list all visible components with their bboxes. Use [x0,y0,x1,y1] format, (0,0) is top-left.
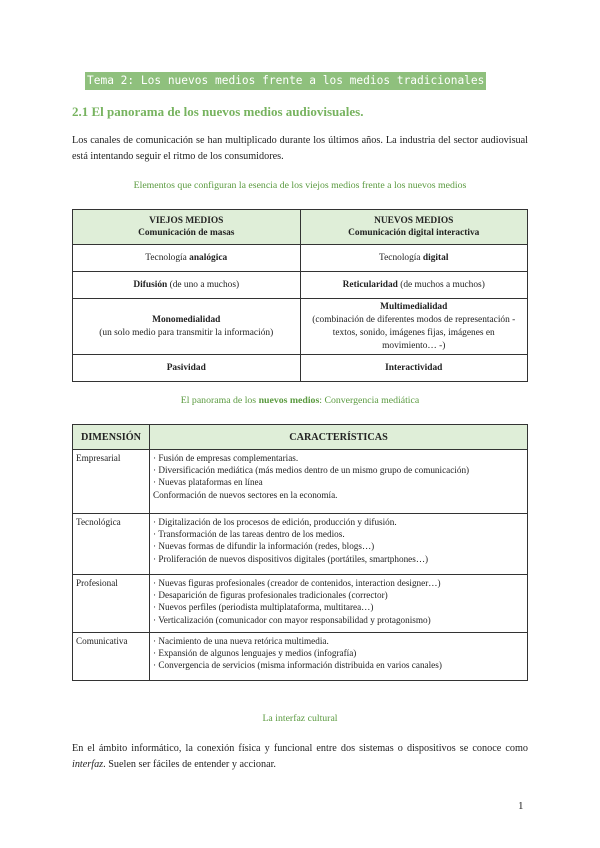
comparison-table [72,209,528,382]
new-media-cell: Interactividad [300,355,528,382]
table-row [73,575,528,633]
dimension-cell: Tecnológica [73,514,150,575]
interface-paragraph: En el ámbito informático, la conexión física y funcional entre dos sistemas o dispositivos se conoce como interfaz. Suelen ser fáciles de entender y accionar. [72,743,528,770]
dimension-cell: Comunicativa [73,633,150,681]
comparison-row [73,272,528,299]
dimension-header: DIMENSIÓN [73,425,150,450]
section-title: 2.1 El panorama de los nuevos medios audiovisuales. [72,104,364,119]
comparison-row [73,299,528,355]
new-media-cell: Tecnología digital [300,245,528,272]
list-item: · Diversificación mediática (más medios dentro de un mismo grupo de comunicación) [153,465,470,476]
list-item: · Proliferación de nuevos dispositivos digitales (portátiles, smartphones…) [153,553,429,564]
list-item: · Convergencia de servicios (misma información distribuida en varios canales) [153,660,442,671]
old-media-cell: Difusión (de uno a muchos) [73,272,301,299]
old-media-cell: Pasividad [73,355,301,382]
new-media-cell: Multimedialidad (combinación de diferentes modos de representación -textos, sonido, imágenes fijas, imágenes en movimiento… -) [300,299,528,355]
characteristics-cell [150,633,528,681]
list-item: · Fusión de empresas complementarias. [153,453,299,463]
list-item: · Nuevas figuras profesionales (creador de contenidos, interaction designer…) [153,578,441,588]
list-item: · Nuevas plataformas en línea [153,477,263,488]
panorama-table-caption: El panorama de los nuevos medios: Convergencia mediática [180,395,420,406]
old-media-cell: Tecnología analógica [73,245,301,272]
panorama-table-header [73,425,528,450]
topic-title: Tema 2: Los nuevos medios frente a los medios tradicionales [85,72,486,90]
new-media-subtitle: Comunicación digital interactiva [348,228,480,238]
new-media-cell: Reticularidad (de muchos a muchos) [300,272,528,299]
comparison-row [73,355,528,382]
list-item: Conformación de nuevos sectores en la economía. [153,489,338,500]
intro-paragraph: Los canales de comunicación se han multiplicado durante los últimos años. La industria del sector audiovisual está intentando seguir el ritmo de los consumidores. [72,135,528,162]
old-media-title: VIEJOS MEDIOS [149,216,224,226]
characteristics-cell [150,575,528,633]
old-media-subtitle: Comunicación de masas [138,228,235,238]
list-item: · Nuevas formas de difundir la información (redes, blogs…) [153,541,375,552]
list-item: · Verticalización (comunicador con mayor responsabilidad y protagonismo) [153,614,431,625]
list-item: · Nuevos perfiles (periodista multiplataforma, multitarea…) [153,602,374,613]
table-row [73,450,528,514]
list-item: · Desaparición de figuras profesionales tradicionales (corrector) [153,590,388,601]
comparison-table-caption: Elementos que configuran la esencia de los viejos medios frente a los nuevos medios [133,180,467,191]
list-item: · Nacimiento de una nueva retórica multimedia. [153,636,329,646]
comparison-row [73,245,528,272]
old-media-header [73,210,301,245]
old-media-cell: Monomedialidad (un solo medio para transmitir la información) [73,299,301,355]
comparison-table-header [73,210,528,245]
interface-caption: La interfaz cultural [262,713,338,724]
new-media-header [300,210,528,245]
characteristics-cell [150,514,528,575]
list-item: · Transformación de las tareas dentro de los medios. [153,529,345,540]
list-item: · Expansión de algunos lenguajes y medios (infografía) [153,648,357,659]
dimension-cell: Empresarial [73,450,150,514]
dimension-cell: Profesional [73,575,150,633]
new-media-title: NUEVOS MEDIOS [374,216,454,226]
page-number: 1 [518,800,524,812]
characteristics-cell [150,450,528,514]
characteristics-header: CARACTERÍSTICAS [150,425,528,450]
table-row [73,514,528,575]
panorama-table [72,424,528,681]
table-row [73,633,528,681]
list-item: · Digitalización de los procesos de edición, producción y difusión. [153,517,397,527]
